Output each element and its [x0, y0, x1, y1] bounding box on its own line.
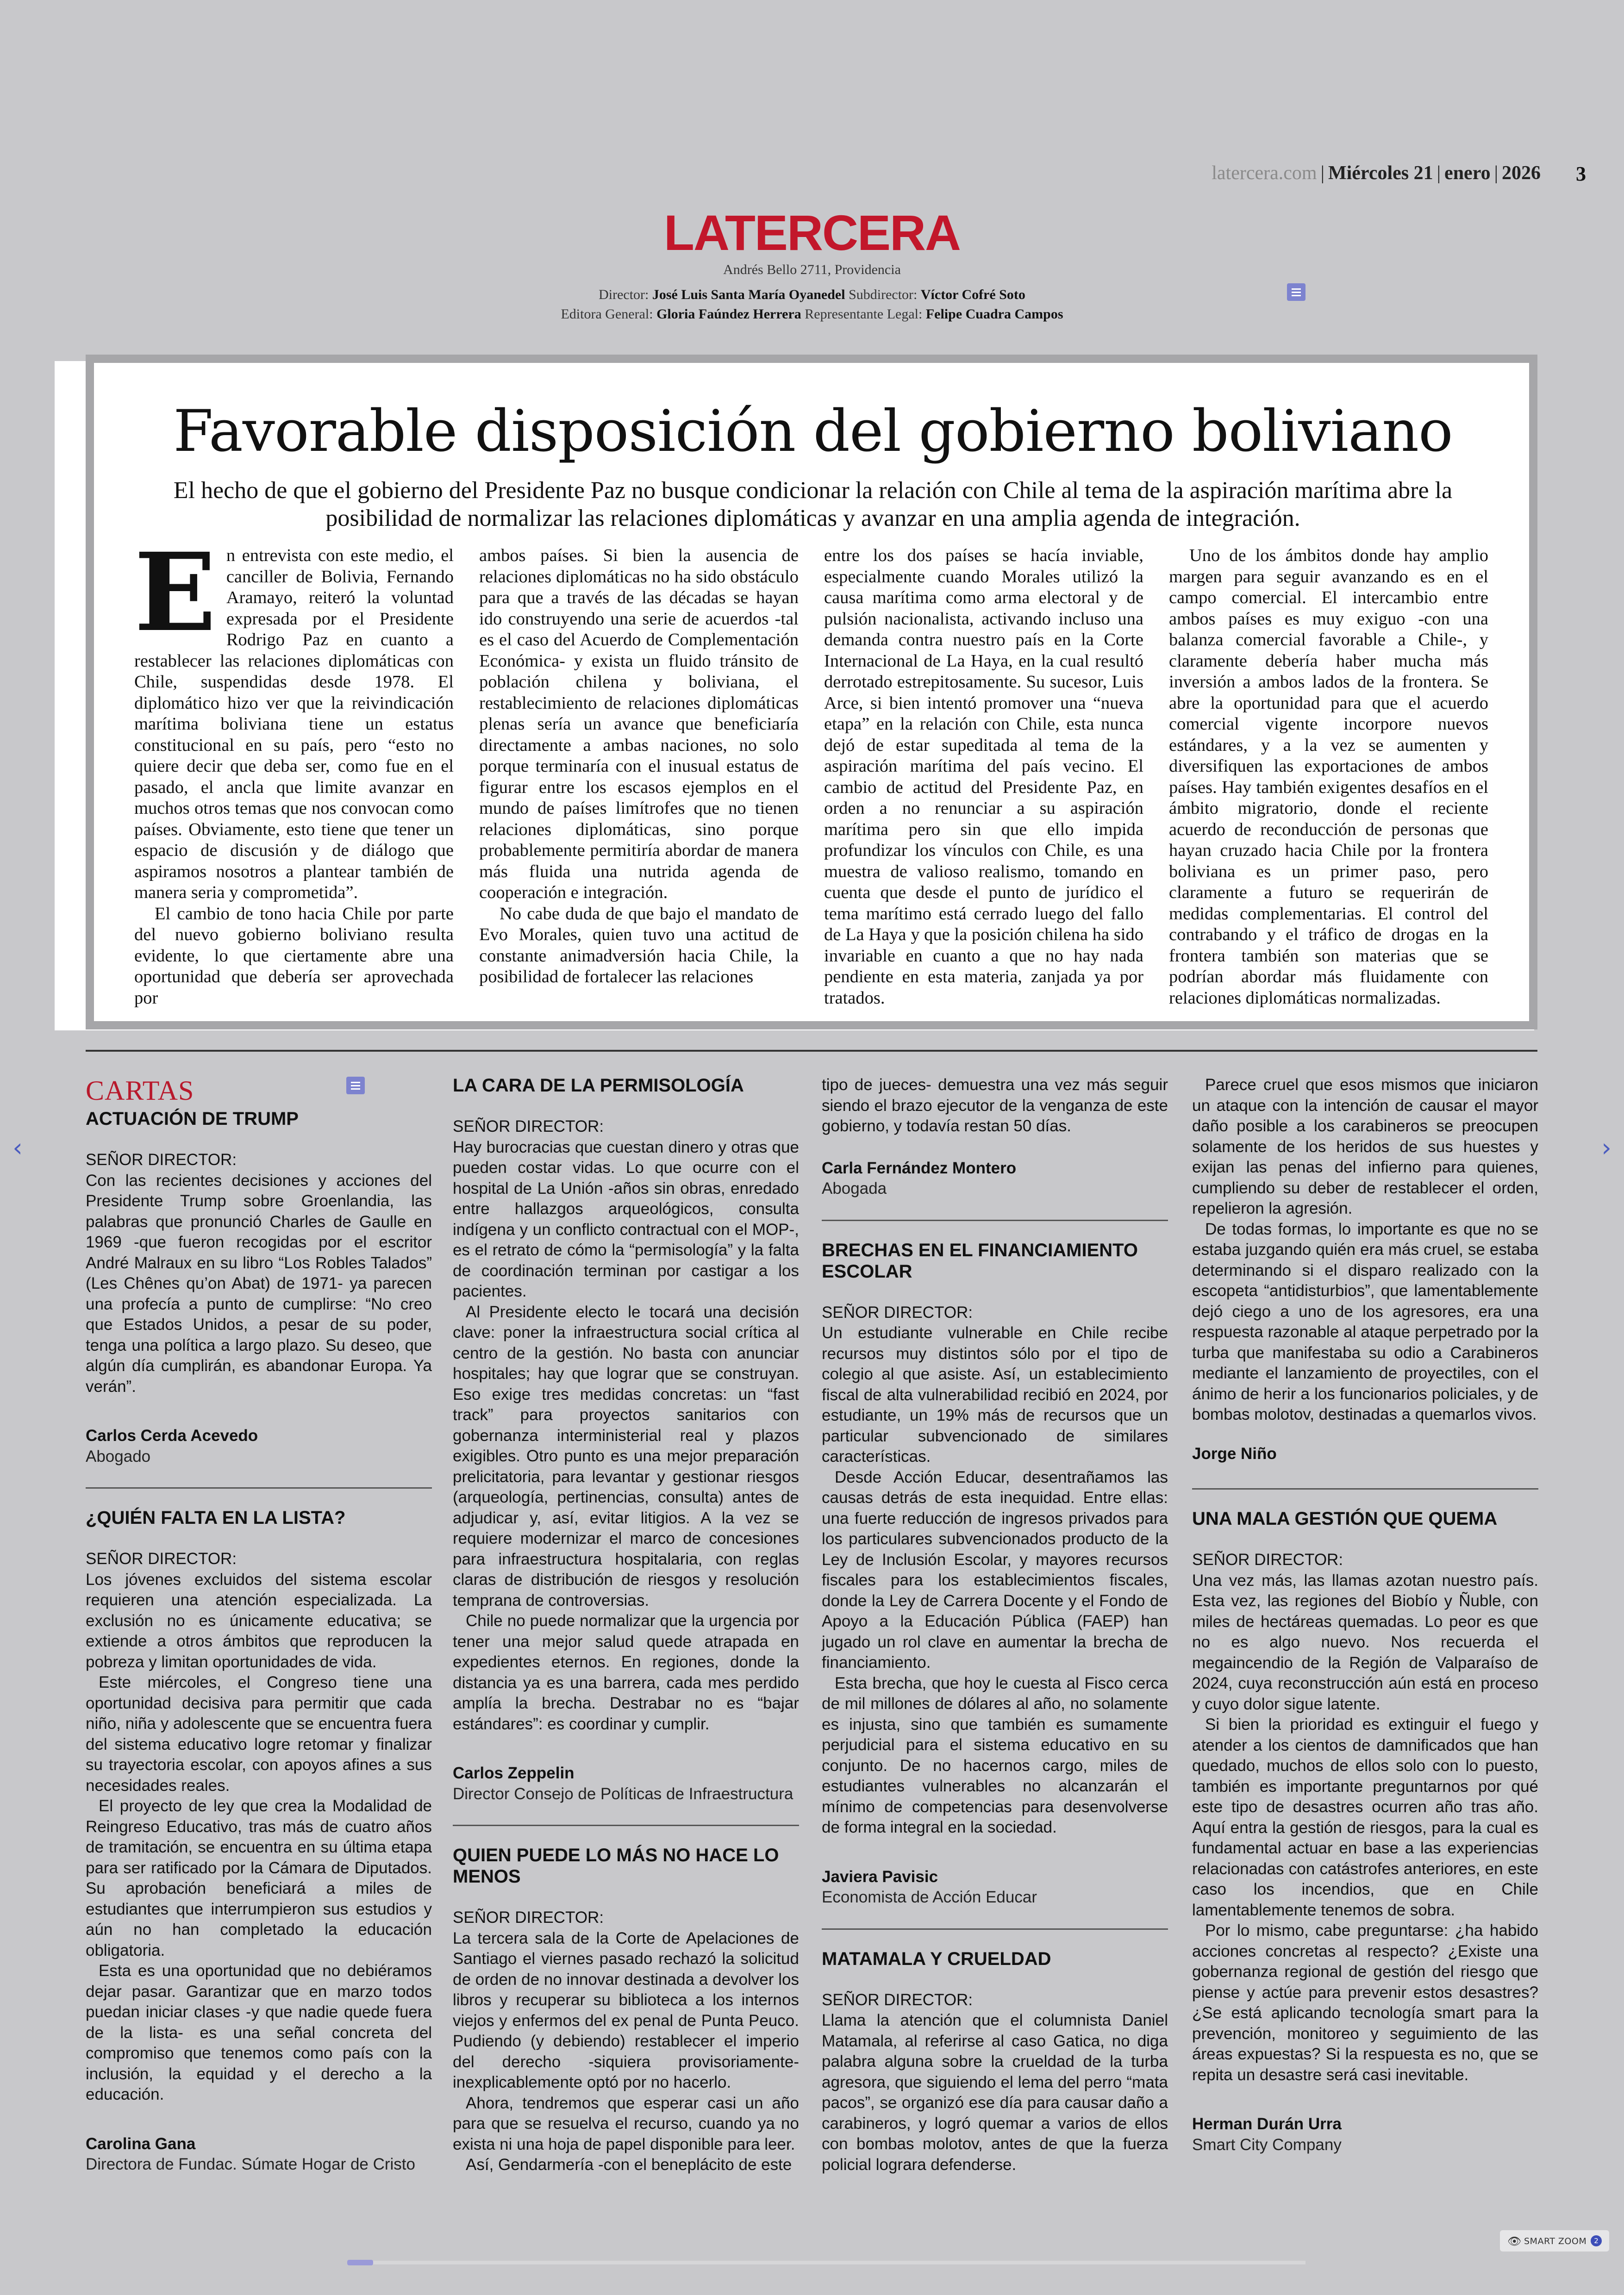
letter-title: LA CARA DE LA PERMISOLOGÍA [453, 1075, 744, 1096]
letter-title: MATAMALA Y CRUELDAD [822, 1948, 1051, 1969]
smart-zoom-badge: 2 [1591, 2235, 1602, 2246]
letters-column-1 [86, 1108, 432, 2175]
editorial-column-2: ambos países. Si bien la ausencia de relaciones diplomáticas no ha sido obstáculo para que a través de las décadas se hayan ido construyendo una serie de acuerdos -tal es el caso del Acuerdo de Complementación Económica- y exista un fluido tránsito de población chilena y boliviana, el restablecimiento de relaciones diplomáticas plenas sería un avance que beneficiaría directamente a ambas naciones, no solo porque terminaría con el inusual estatus de figurar entre los escasos ejemplos en el mundo de países limítrofes que no tienen relaciones diplomáticas, sino porque probablemente permitiría abordar de manera más fluida una nutrida agenda de cooperación e integración. No cabe duda de que bajo el mandato de Evo Morales, quien tuvo una actitud de constante animadversión hacia Chile, la posibilidad de fortalecer las relaciones [479, 546, 799, 986]
page-divider [86, 1050, 1537, 1052]
salutation: SEÑOR DIRECTOR: [453, 1908, 604, 1927]
editorial-dek: El hecho de que el gobierno del Presidente Paz no busque condicionar la relación con Chile al tema de la aspiración marítima abre la posibilidad de normalizar las relaciones diplomáticas y avanzar en una amplia agenda de integración. [173, 477, 1453, 531]
letter-title: UNA MALA GESTIÓN QUE QUEMA [1192, 1509, 1498, 1529]
letters-column-3 [822, 1075, 1168, 2175]
letter-title: BRECHAS EN EL FINANCIAMIENTO ESCOLAR [822, 1240, 1138, 1282]
letter: ACTUACIÓN DE TRUMP SEÑOR DIRECTOR: Con las recientes decisiones y acciones del Presidente Trump sobre Groenlandia, las palabras que pronunció Charles de Gaulle en 1969 -que fueron recogidas por el escritor André Malraux en su libro “Los Robles Talados” (Les Chênes qu’on Abat) de 1971- ya parecen una profecía a punto de cumplirse: “No creo que Estados Unidos, a pesar de su poder, tenga una política a largo plazo. Su deseo, que algún día cumplirán, es abandonar Europa. Ya verán”. Carlos Cerda Acevedo Abogado [86, 1108, 432, 1467]
chevron-right-icon[interactable]: › [1601, 1133, 1612, 1162]
letter-role: Economista de Acción Educar [822, 1888, 1037, 1906]
masthead-address: Andrés Bello 2711, Providencia [723, 262, 901, 277]
letter-author: Carlos Cerda Acevedo [86, 1427, 258, 1445]
letter-continuation: tipo de jueces- demuestra una vez más seguir siendo el brazo ejecutor de la venganza de este gobierno, y todavía restan 50 días. Carla Fernández Montero Abogada [822, 1075, 1168, 1199]
letter-author: Carolina Gana [86, 2134, 196, 2153]
letter-title: ACTUACIÓN DE TRUMP [86, 1109, 299, 1129]
editorial-column-4: Uno de los ámbitos donde hay amplio margen para seguir avanzando es en el campo comercial. El intercambio entre ambos países es muy exiguo -con una balanza comercial favorable a Chile-, y claramente debería haber mucha más inversión a ambos lados de la frontera. Se abre la oportunidad para que el acuerdo comercial vigente incorpore nuevos estándares, y a la vez se aumenten y diversifiquen las exportaciones de ambos países. Hay también exigentes desafíos en el ámbito migratorio, donde el reciente acuerdo de reconducción de personas que hayan cruzado hacia Chile por la frontera boliviana es un primer paso, pero claramente a futuro se requerirán de medidas complementarias. El control del contrabando y el tráfico de drogas en la frontera también son materias que se podrían abordar más fluidamente con relaciones diplomáticas normalizadas. [1169, 546, 1488, 1008]
letter-role: Smart City Company [1192, 2135, 1342, 2154]
chevron-left-icon[interactable]: ‹ [12, 1133, 23, 1162]
salutation: SEÑOR DIRECTOR: [453, 1117, 604, 1135]
year: 2026 [1502, 162, 1541, 184]
letter: UNA MALA GESTIÓN QUE QUEMA SEÑOR DIRECTOR: Una vez más, las llamas azotan nuestro país. Esta vez, las regiones del Biobío y Ñuble, con miles de hectáreas quemadas. Lo peor es que no es algo nuevo. Nos recuerda el megaincendio de la Región de Valparaíso de 2024, cuya reconstrucción aún está en proceso y cuyo dolor sigue latente. Si bien la prioridad es extinguir el fuego y atender a los cientos de damnificados que han quedado, muchos de ellos solo con lo puesto, también es importante preguntarnos por qué este tipo de desastres ocurren año tras año. Aquí entra la gestión de riesgos, para la cual es fundamental actuar en base a las experiencias relacionadas con catástrofes anteriores, en este caso los incendios, que en Chile lamentablemente tenemos de sobra. Por lo mismo, cabe preguntarse: ¿ha habido acciones concretas al respecto? ¿Existe una gobernanza regional de gestión del riesgo que piense y actúe para prevenir estos desastres? ¿Se está aplicando tecnología smart para la prevención, monitoreo y seguimiento de las áreas expuestas? Si la respuesta es no, que se repita un desastre será casi inevitable. Herman Durán Urra Smart City Company [1192, 1508, 1538, 2155]
dropcap: E [134, 529, 216, 655]
letter-author: Herman Durán Urra [1192, 2115, 1342, 2133]
smart-zoom-button[interactable] [1500, 2230, 1609, 2251]
month: enero [1444, 162, 1491, 184]
letters-column-4 [1192, 1075, 1538, 2155]
salutation: SEÑOR DIRECTOR: [86, 1550, 237, 1568]
weekday: Miércoles 21 [1328, 162, 1433, 184]
letter-role: Director Consejo de Políticas de Infraestructura [453, 1784, 793, 1803]
salutation: SEÑOR DIRECTOR: [1192, 1551, 1343, 1569]
editorial-column-3: entre los dos países se hacía inviable, especialmente cuando Morales utilizó la causa marítima como arma electoral y de pulsión nacionalista, activando incluso una demanda contra nuestro país en la Corte Internacional de La Haya, en la cual resultó derrotado estrepitosamente. Su sucesor, Luis Arce, si bien intentó promover una “nueva etapa” en la relación con Chile, esta nunca dejó de estar supeditada al tema de la aspiración marítima del país vecino. El cambio de actitud del Presidente Paz, en orden a no renunciar a su aspiración marítima pero sin que ello impida profundizar los vínculos con Chile, es una muestra de valioso realismo, tomando en cuenta que desde el punto de jurídico el tema marítimo está cerrado luego del fallo de La Haya y que la posición chilena ha sido invariable en cuanto a que no hay nada pendiente en esta materia, zanjada ya por tratados. [824, 546, 1143, 1008]
letter-title: ¿QUIÉN FALTA EN LA LISTA? [86, 1508, 346, 1528]
page-number: 3 [1576, 162, 1586, 185]
editorial-column-1: En entrevista con este medio, el canciller de Bolivia, Fernando Aramayo, reiteró la voluntad expresada por el Presidente Rodrigo Paz en cuanto a restablecer las relaciones diplomáticas con Chile, suspendidas desde 1978. El diplomático hizo ver que la reivindicación marítima boliviana tiene un estatus constitucional en su país, pero “esto no quiere decir que deba ser, como fue en el pasado, el ancla que limite avanzar en muchos otros temas que nos convocan como países. Obviamente, esto tiene que tener un espacio de discusión y de diálogo que aspiramos nosotros a plantear también de manera seria y comprometida”. El cambio de tono hacia Chile por parte del nuevo gobierno boliviano resulta evidente, lo que ciertamente abre una oportunidad que debería ser aprovechada por [134, 529, 454, 1008]
letter: ¿QUIÉN FALTA EN LA LISTA? SEÑOR DIRECTOR: Los jóvenes excluidos del sistema escolar requieren una atención especializada. La exclusión no es únicamente educativa; se extiende a otros ámbitos que reproducen la pobreza y limitan oportunidades de vida. Este miércoles, el Congreso tiene una oportunidad decisiva para permitir que cada niño, niña y adolescente que se encuentra fuera del sistema educativo logre retomar y finalizar su trayectoria escolar, con apoyos afines a sus necesidades reales. El proyecto de ley que crea la Modalidad de Reingreso Educativo, tras más de cuatro años de tramitación, se encuentra en su última etapa para ser ratificado por la Cámara de Diputados. Su aprobación beneficiará a miles de estudiantes que interrumpieron sus estudios y aún no han completado la educación obligatoria. Esta es una oportunidad que no debiéramos dejar pasar. Garantizar que en marzo todos puedan iniciar clases -y que nadie quede fuera de la lista- es una señal concreta del compromiso que tenemos como país con la inclusión, la equidad y el derecho a la educación. Carolina Gana Directora de Fundac. Súmate Hogar de Cristo [86, 1507, 432, 2175]
letter: LA CARA DE LA PERMISOLOGÍA SEÑOR DIRECTOR: Hay burocracias que cuestan dinero y otras que pueden costar vidas. Lo que ocurre con el hospital de La Unión -años sin obras, enredado entre hallazgos arqueológicos, consulta indígena y un conflicto contractual con el MOP-, es el retrato de cómo la “permisología” y la falta de coordinación terminan por castigar a los pacientes. Al Presidente electo le tocará una decisión clave: poner la infraestructura social crítica al centro de la gestión. No basta con anunciar hospitales; hay que lograr que se construyan. Eso exige tres medidas concretas: un “fast track” para proyectos sanitarios con gobernanza interministerial real y plazos exigibles. Otro punto es una mejor preparación prelicitatoria, para levantar y gestionar riesgos (arqueología, pertinencias, consulta) antes de adjudicar y, así, evitar litigios. A la vez se requiere modernizar el marco de concesiones para infraestructura hospitalaria, con reglas claras de distribución de riesgos y resolución temprana de controversias. Chile no puede normalizar que la urgencia por tener una mejor salud quede atrapada en expedientes eternos. En regiones, donde la distancia ya es una barrera, cada mes perdido amplía la brecha. Destrabar no es “bajar estándares”: es coordinar y cumplir. Carlos Zeppelin Director Consejo de Políticas de Infraestructura [453, 1075, 799, 1804]
letter-role: Abogada [822, 1179, 887, 1197]
page-scrollbar[interactable] [347, 2261, 1305, 2264]
note-icon[interactable] [1287, 283, 1305, 301]
note-icon[interactable] [346, 1077, 365, 1094]
salutation: SEÑOR DIRECTOR: [86, 1151, 237, 1169]
salutation: SEÑOR DIRECTOR: [822, 1303, 973, 1322]
letter-author: Carlos Zeppelin [453, 1764, 575, 1782]
letter-role: Abogado [86, 1447, 151, 1466]
letters-column-2 [453, 1075, 799, 2176]
letter-continuation: Parece cruel que esos mismos que iniciaron un ataque con la intención de causar el mayor daño posible a los carabineros se preocupen solamente de los heridos de sus huestes y exijan las penas del infierno para quienes, cumpliendo su deber de restablecer el orden, repelieron la agresión. De todas formas, lo importante es que no se estaba juzgando quién era más cruel, se estaba determinando si el disparo realizado con la escopeta “antidisturbios”, que lamentablemente dejó ciego a uno de los agresores, era una respuesta razonable al ataque perpetrado por la turba que manifestaba su odio a Carabineros mediante el lanzamiento de proyectiles, con el ánimo de herir a los funcionarios policiales, y de bombas molotov, destinadas a quemarlos vivos. Jorge Niño [1192, 1075, 1538, 1464]
letter-role: Directora de Fundac. Súmate Hogar de Cristo [86, 2155, 415, 2173]
masthead-directors: Director: José Luis Santa María Oyanedel Subdirector: Víctor Cofré Soto [599, 287, 1025, 302]
header-date: latercera.com | Miércoles 21 | enero | 2026 [1212, 162, 1541, 184]
masthead-editors: Editora General: Gloria Faúndez Herrera Representante Legal: Felipe Cuadra Campos [561, 306, 1063, 322]
letter-author: Carla Fernández Montero [822, 1159, 1017, 1177]
letter: QUIEN PUEDE LO MÁS NO HACE LO MENOS SEÑOR DIRECTOR: La tercera sala de la Corte de Apelaciones de Santiago el viernes pasado rechazó la solicitud de orden de no innovar destinada a devolver los libros y recuperar su biblioteca a los internos viejos y enfermos del ex penal de Punta Peuco. Pudiendo (y debiendo) restablecer el imperio del derecho -siquiera provisoriamente- inexplicablemente optó por no hacerlo. Ahora, tendremos que esperar casi un año para que se resuelva el recurso, cuando ya no exista ni una hoja de papel disponible para leer. Así, Gendarmería -con el beneplácito de este [453, 1845, 799, 2174]
site-name[interactable]: latercera.com [1212, 162, 1317, 184]
page-scrollbar-thumb[interactable] [347, 2260, 373, 2265]
salutation: SEÑOR DIRECTOR: [822, 1990, 973, 2009]
letter-title: QUIEN PUEDE LO MÁS NO HACE LO MENOS [453, 1845, 779, 1887]
letter: BRECHAS EN EL FINANCIAMIENTO ESCOLAR SEÑOR DIRECTOR: Un estudiante vulnerable en Chile recibe recursos muy distintos sólo por el tipo de colegio al que asiste. Así, un establecimiento fiscal de alta vulnerabilidad recibió en 2024, por estudiante, un 19% más de recursos que un particular subvencionado de similares características. Desde Acción Educar, desentrañamos las causas detrás de esta inequidad. Entre ellas: una fuerte reducción de ingresos privados para los particulares subvencionados producto de la Ley de Inclusión Escolar, y mayores recursos fiscales para los establecimientos fiscales, donde la Ley de Carrera Docente y el Fondo de Apoyo a la Educación Pública (FAEP) han jugado un rol clave en aumentar la brecha de financiamiento. Esta brecha, que hoy le cuesta al Fisco cerca de mil millones de dólares al año, no solamente es injusta, sino que también es sumamente perjudicial para el sistema educativo en su conjunto. De no hacernos cargo, miles de estudiantes vulnerables no alcanzarán el mínimo de competencias para desenvolverse de forma integral en la sociedad. Javiera Pavisic Economista de Acción Educar [822, 1240, 1168, 1908]
section-title-cartas: CARTAS [86, 1075, 194, 1106]
letter-author: Jorge Niño [1192, 1444, 1277, 1463]
letter-author: Javiera Pavisic [822, 1867, 938, 1886]
editorial-title: Favorable disposición del gobierno boliviano [173, 398, 1453, 465]
letter: MATAMALA Y CRUELDAD SEÑOR DIRECTOR: Llama la atención que el columnista Daniel Matamala, al referirse al caso Gatica, no diga palabra alguna sobre la crueldad de la turba agresora, que siguiendo el lema del perro “mata pacos”, se organizó ese día para causar daño a carabineros, y logró quemar a varios de ellos con bombas molotov, antes de que la fuerza policial lograra defenderse. [822, 1948, 1168, 2174]
newspaper-logo: LATERCERA [664, 205, 960, 261]
eye-icon: 👁 [1507, 2235, 1522, 2248]
smart-zoom-label: SMART ZOOM [1524, 2236, 1587, 2246]
